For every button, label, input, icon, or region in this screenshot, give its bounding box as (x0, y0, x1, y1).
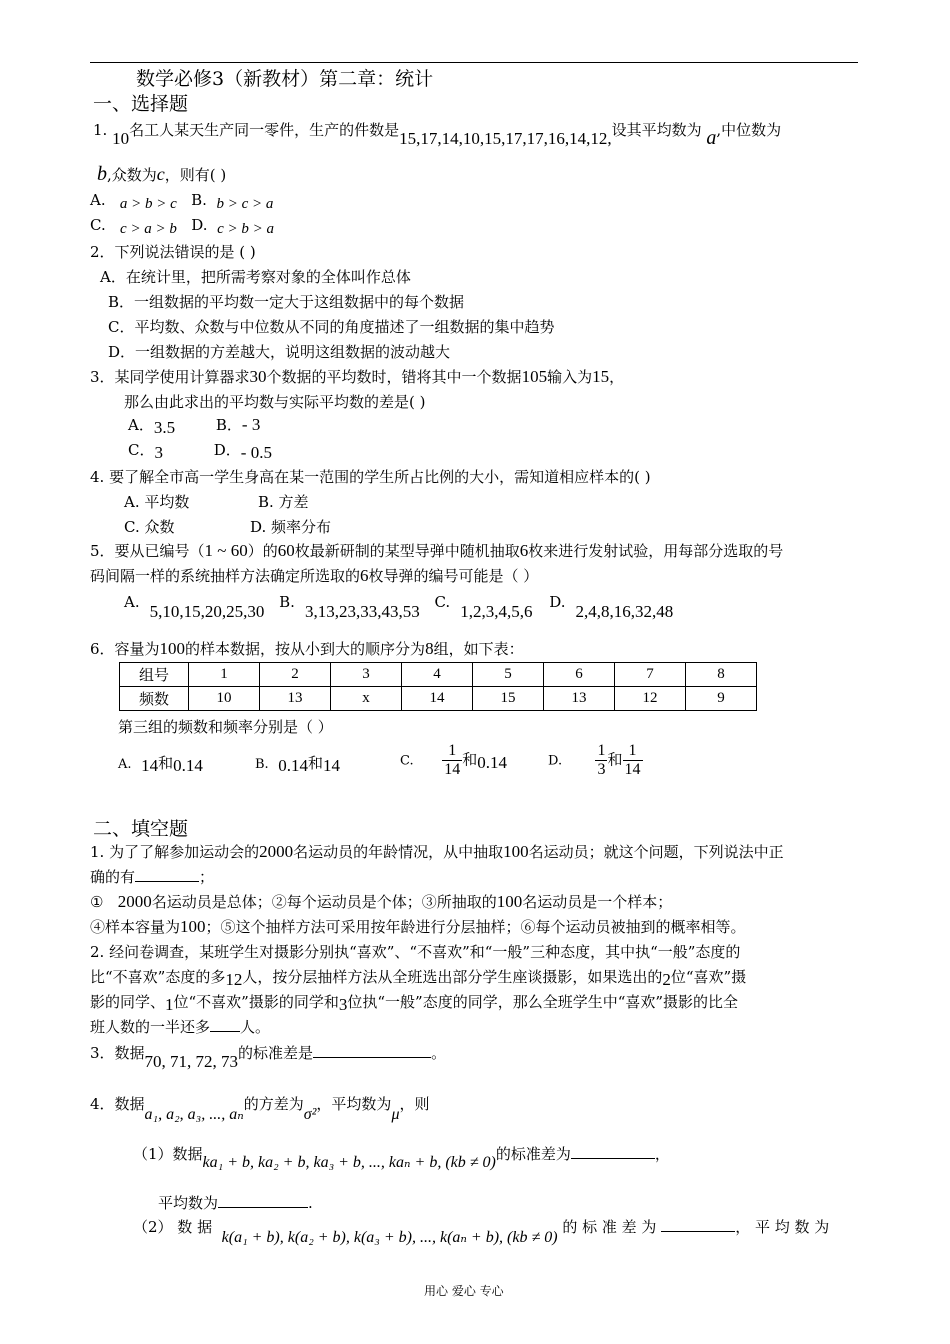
question-4-option-c: C. 众数 (124, 518, 175, 536)
page-title: 数学必修3（新教材）第二章：统计 (136, 68, 434, 90)
question-2-option-c: C．平均数、众数与中位数从不同的角度描述了一组数据的集中趋势 (108, 318, 555, 336)
answer-blank[interactable] (218, 1193, 308, 1208)
section-title-fill: 二、填空题 (93, 818, 189, 840)
header-rule (90, 62, 858, 63)
question-1-options-ab: A. a > b > c B. b > c > a (90, 191, 274, 212)
question-4-stem: 4. 要了解全市高一学生身高在某一范围的学生所占比例的大小，需知道相应样本的( ) (90, 468, 651, 486)
question-4-option-d: D. 频率分布 (250, 518, 332, 536)
fill-1-line3: ① 2000名运动员是总体；②每个运动员是个体；③所抽取的100名运动员是一个样本； (90, 892, 673, 911)
section-title-choice: 一、选择题 (93, 93, 189, 115)
question-6-option-b: B. 0.14和14 (255, 754, 340, 775)
question-3-line1: 3．某同学使用计算器求30个数据的平均数时，错将其中一个数据105输入为15， (90, 367, 625, 386)
question-6-option-a: A. 14和0.14 (118, 754, 203, 775)
table-cell: 10 (189, 687, 260, 711)
table-cell: 13 (260, 687, 331, 711)
fraction: $\frac{1}{3}$ (597, 742, 606, 778)
fill-1-line4: ④样本容量为100；⑤这个抽样方法可采用按年龄进行分层抽样；⑥每个运动员被抽到的概率相等。 (90, 917, 746, 936)
question-2-option-a: A．在统计里，把所需考察对象的全体叫作总体 (100, 268, 411, 286)
table-row-group (120, 663, 757, 687)
question-5-line2: 码间隔一样的系统抽样方法确定所选取的6枚导弹的编号可能是（ ） (90, 566, 539, 585)
fill-2-line1: 2. 经问卷调查，某班学生对摄影分别执“喜欢”、“不喜欢”和“一般”三种态度，其中执“一般”态度的 (90, 943, 741, 961)
question-3-options-cd: C．3 D．- 0.5 (128, 441, 272, 462)
table-cell: 15 (473, 687, 544, 711)
fill-3-line: 3．数据70, 71, 72, 73的标准差是 。 (90, 1044, 447, 1071)
table-cell: 9 (686, 687, 757, 711)
question-4-option-a: A. 平均数 (124, 493, 190, 511)
fraction: $\frac{1}{14}$ (444, 742, 461, 778)
question-2-option-d: D．一组数据的方差越大，说明这组数据的波动越大 (108, 343, 451, 361)
table-row-frequency (120, 687, 757, 711)
question-3-options-ab: A．3.5 B．- 3 (128, 415, 261, 437)
question-1-options-cd: C. c > a > b D. c > b > a (90, 216, 274, 237)
fill-2-line2: 比“不喜欢”态度的多12人，按分层抽样方法从全班选出部分学生座谈摄影，如果选出的2位“喜欢”摄 (90, 968, 747, 989)
question-4-option-b: B. 方差 (258, 493, 309, 511)
fill-1-line2: 确的有 ； (90, 868, 215, 886)
table-cell: 2 (260, 663, 331, 687)
fill-2-line3: 影的同学、1位“不喜欢”摄影的同学和3位执“一般”态度的同学，那么全班学生中“喜欢”摄影的比全 (90, 993, 739, 1014)
question-2-option-b: B．一组数据的平均数一定大于这组数据中的每个数据 (108, 293, 465, 311)
question-6-option-c: C. $\frac{1}{14}$ 和0.14 (400, 742, 507, 778)
table-cell: 1 (189, 663, 260, 687)
question-5-options: A. 5,10,15,20,25,30 B. 3,13,23,33,43,53 C. 1,2,3,4,5,6 D. 2,4,8,16,32,48 (124, 593, 674, 621)
fraction: $\frac{1}{14}$ (624, 742, 641, 778)
table-header-frequency: 频数 (120, 687, 189, 711)
table-cell: 13 (544, 687, 615, 711)
answer-blank[interactable] (313, 1043, 431, 1058)
table-cell: 14 (402, 687, 473, 711)
question-6-option-d: D. $\frac{1}{3}$ 和 $\frac{1}{14}$ (548, 742, 641, 778)
table-cell: 7 (615, 663, 686, 687)
answer-blank[interactable] (135, 867, 199, 882)
answer-blank[interactable] (571, 1144, 655, 1159)
question-2-stem: 2．下列说法错误的是 ( ) (90, 243, 256, 261)
table-cell: x (331, 687, 402, 711)
question-1-line2: b,众数为c，则有( ) (97, 163, 227, 185)
answer-blank[interactable] (210, 1017, 240, 1032)
table-cell: 6 (544, 663, 615, 687)
fill-4-part1-mean: 平均数为 . (158, 1194, 313, 1212)
fill-4-part2: （2） 数 据 k(a₁ + b), k(a₂ + b), k(a₃ + b), ..., k(aₙ + b), (kb ≠ 0) 的 标 准 差 为 ， 平 均 数 为 (133, 1218, 830, 1246)
fill-4-part1: （1）数据ka₁ + b, ka₂ + b, ka₃ + b, ..., kaₙ + b, (kb ≠ 0)的标准差为 ， (133, 1145, 670, 1171)
table-cell: 5 (473, 663, 544, 687)
question-6-stem: 6．容量为100的样本数据，按从小到大的顺序分为8组，如下表： (90, 639, 524, 658)
fill-1-line1: 1. 为了了解参加运动会的2000名运动员的年龄情况，从中抽取100名运动员；就这个问题，下列说法中正 (90, 842, 784, 861)
answer-blank[interactable] (661, 1217, 735, 1232)
question-3-line2: 那么由此求出的平均数与实际平均数的差是( ) (124, 393, 426, 411)
frequency-table (119, 662, 757, 711)
question-1-line1: 1. 10名工人某天生产同一零件，生产的件数是15,17,14,10,15,17,17,16,14,12,设其平均数为 a,中位数为 (93, 121, 782, 149)
question-6-line2: 第三组的频数和频率分别是（ ） (118, 718, 333, 736)
table-cell: 12 (615, 687, 686, 711)
table-header-group: 组号 (120, 663, 189, 687)
page-footer: 用心 爱心 专心 (424, 1284, 504, 1298)
fill-4-stem: 4．数据a₁, a₂, a₃, ..., aₙ的方差为σ²，平均数为μ，则 (90, 1095, 430, 1123)
table-cell: 4 (402, 663, 473, 687)
table-cell: 8 (686, 663, 757, 687)
fill-2-line4: 班人数的一半还多 人。 (90, 1018, 271, 1036)
question-5-line1: 5．要从已编号（1 ~ 60）的60枚最新研制的某型导弹中随机抽取6枚来进行发射试验，用每部分选取的号 (90, 541, 784, 560)
table-cell: 3 (331, 663, 402, 687)
